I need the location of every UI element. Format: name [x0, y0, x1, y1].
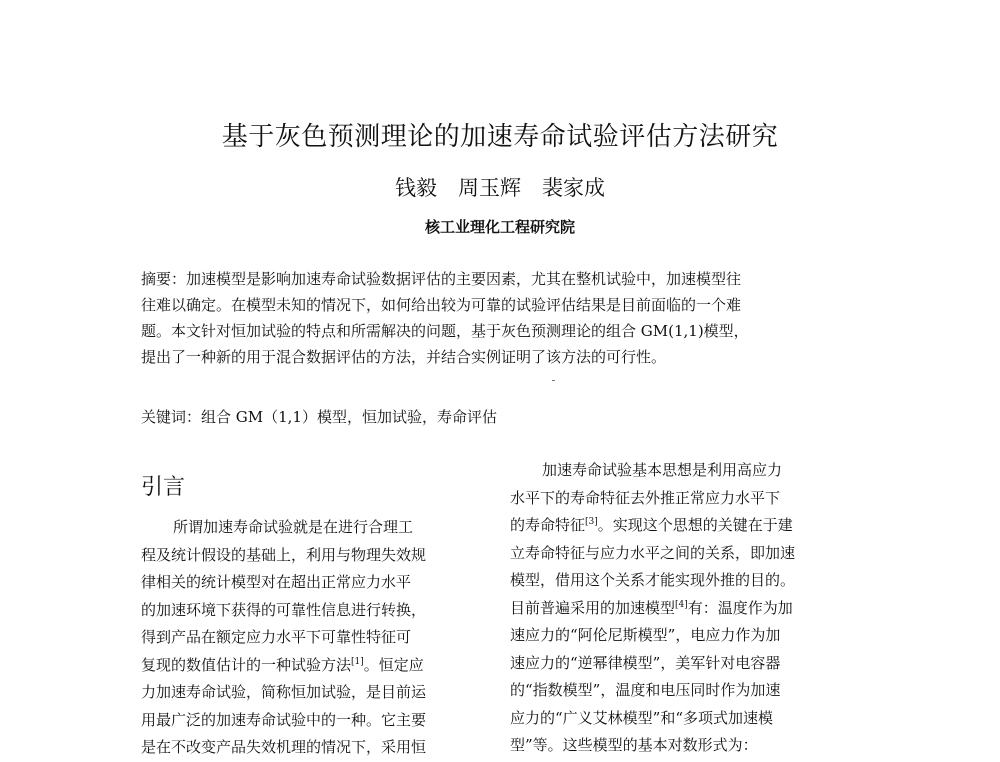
text-run: 速应力的“阿伦尼斯模型”，电应力作为加 [510, 626, 781, 644]
right-column-body [510, 457, 850, 760]
text-run: 所谓加速寿命试验就是在进行合理工 [173, 518, 414, 536]
body-line [510, 595, 850, 623]
abstract [141, 266, 853, 370]
body-line [510, 512, 850, 540]
abstract-line: 往难以确定。在模型未知的情况下，如何给出较为可靠的试验评估结果是目前面临的一个难 [141, 296, 742, 314]
affiliation: 核工业理化工程研究院 [424, 218, 575, 236]
left-column-body [141, 514, 481, 762]
paper-title: 基于灰色预测理论的加速寿命试验评估方法研究 [221, 122, 779, 152]
body-line [510, 650, 850, 678]
keywords: 关键词：组合 GM（1,1）模型，恒加试验，寿命评估 [141, 408, 497, 426]
body-line [141, 652, 481, 680]
text-run: 模型，借用这个关系才能实现外推的目的。 [510, 571, 796, 589]
text-run: 速应力的“逆幂律模型”，美军针对电容器 [510, 653, 781, 672]
section-heading-introduction: 引言 [141, 475, 186, 500]
body-line [141, 707, 481, 735]
text-run: 律相关的统计模型对在超出正常应力水平 [141, 573, 412, 591]
text-run: 水平下的寿命特征去外推正常应力水平下 [510, 488, 781, 507]
text-run: 程及统计假设的基础上，利用与物理失效规 [141, 545, 427, 564]
scan-artifact [552, 380, 555, 381]
text-run: 型”等。这些模型的基本对数形式为： [510, 736, 758, 754]
text-run: 。恒定应 [363, 655, 424, 674]
body-line [510, 732, 850, 760]
citation-marker: [4] [675, 599, 688, 610]
body-line [510, 622, 850, 650]
citation-marker: [1] [351, 656, 364, 667]
body-line [510, 705, 850, 733]
text-run: 是在不改变产品失效机理的情况下，采用恒 [141, 738, 427, 756]
text-run: 的寿命特征 [510, 516, 586, 534]
body-line [141, 734, 481, 762]
text-run: 加速寿命试验基本思想是利用高应力 [542, 461, 783, 479]
body-line [510, 677, 850, 705]
text-run: 的加速环境下获得的可靠性信息进行转换， [141, 600, 427, 619]
text-run: 力加速寿命试验，简称恒加试验，是目前运 [141, 683, 427, 701]
text-run: 得到产品在额定应力水平下可靠性特征可 [141, 628, 412, 646]
body-line [141, 679, 481, 707]
text-run: 有：温度作为加 [687, 598, 793, 617]
text-run: 应力的“广义艾林模型”和“多项式加速模 [510, 708, 774, 727]
text-run: 复现的数值估计的一种试验方法 [141, 655, 352, 674]
text-run: 用最广泛的加速寿命试验中的一种。它主要 [141, 710, 427, 729]
body-line [141, 597, 481, 625]
abstract-line: 题。本文针对恒加试验的特点和所需解决的问题，基于灰色预测理论的组合 GM(1,1)模型， [141, 322, 749, 340]
abstract-line: 提出了一种新的用于混合数据评估的方法，并结合实例证明了该方法的可行性。 [141, 348, 667, 366]
body-line [141, 624, 481, 652]
body-line [510, 485, 850, 513]
text-run: 的“指数模型”，温度和电压同时作为加速 [510, 681, 781, 699]
text-run: 。实现这个思想的关键在于建 [597, 516, 793, 534]
body-line [141, 569, 481, 597]
text-run: 立寿命特征与应力水平之间的关系，即加速 [510, 543, 796, 562]
body-line [510, 457, 850, 485]
body-line [141, 514, 481, 542]
body-line [510, 540, 850, 568]
body-line [510, 567, 850, 595]
author-list: 钱毅 周玉辉 裴家成 [395, 176, 605, 200]
body-line [141, 542, 481, 570]
citation-marker: [3] [585, 517, 598, 527]
abstract-line: 摘要：加速模型是影响加速寿命试验数据评估的主要因素，尤其在整机试验中，加速模型往 [141, 270, 742, 288]
text-run: 目前普遍采用的加速模型 [510, 598, 676, 617]
